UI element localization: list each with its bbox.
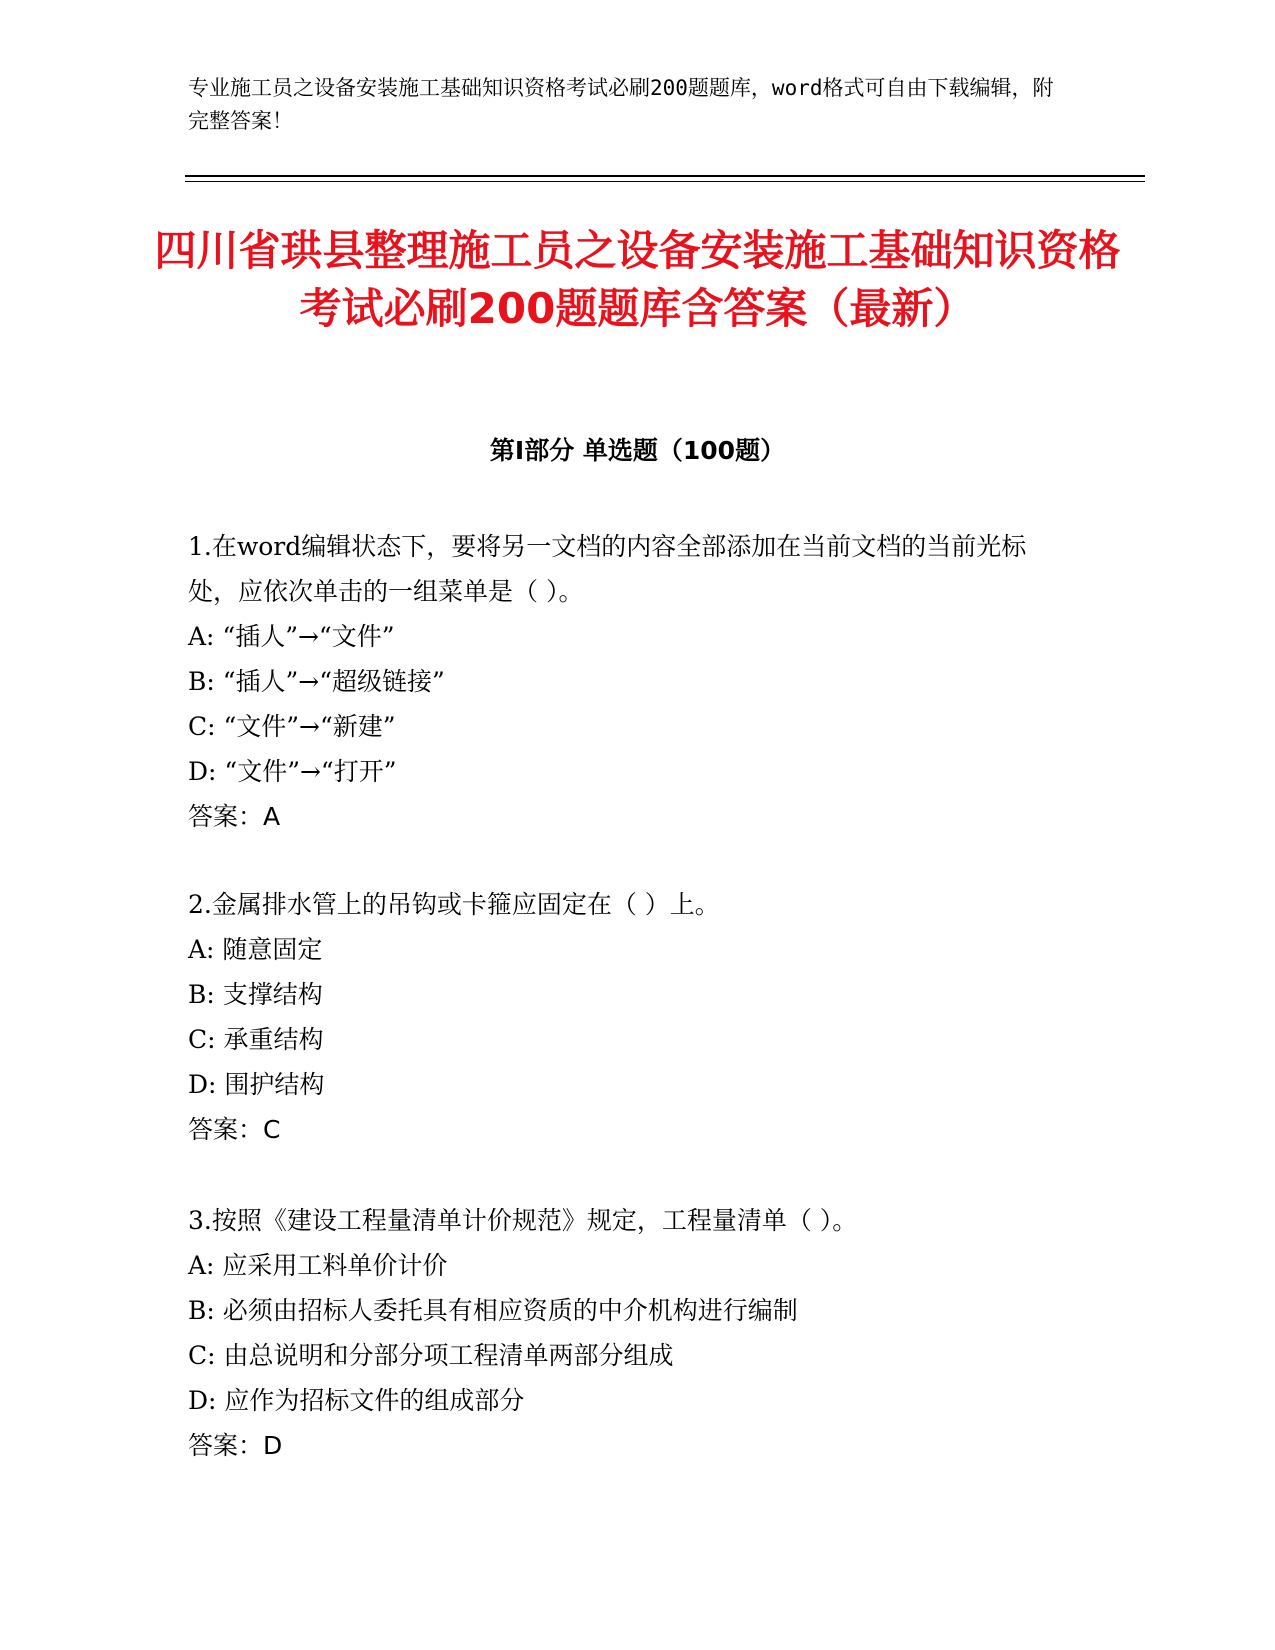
answer: 答案：A — [188, 802, 281, 831]
answer: 答案：C — [188, 1115, 281, 1144]
option-b: B: 支撑结构 — [188, 980, 323, 1009]
section-heading: 第Ⅰ部分 单选题（100题） — [489, 436, 786, 465]
document-title: 四川省珙县整理施工员之设备安装施工基础知识资格考试必刷200题题库含答案（最新） — [154, 226, 1121, 333]
option-c: C: 由总说明和分部分项工程清单两部分组成 — [188, 1341, 674, 1370]
option-c: C: “文件”→“新建” — [188, 712, 396, 741]
option-c: C: 承重结构 — [188, 1025, 324, 1054]
question-2 — [188, 882, 1068, 1152]
option-d: D: 应作为招标文件的组成部分 — [188, 1386, 525, 1415]
answer: 答案：D — [188, 1431, 283, 1460]
option-d: D: “文件”→“打开” — [188, 757, 397, 786]
option-a: A: 随意固定 — [188, 935, 323, 964]
option-b: B: 必须由招标人委托具有相应资质的中介机构进行编制 — [188, 1296, 798, 1325]
question-1 — [188, 524, 1068, 839]
header-rule-thin — [185, 181, 1145, 182]
question-stem: 2.金属排水管上的吊钩或卡箍应固定在（ ）上。 — [188, 890, 720, 919]
header-note: 专业施工员之设备安装施工基础知识资格考试必刷200题题库，word格式可自由下载编辑，附完整答案！ — [188, 76, 1054, 133]
header-rule-thick — [185, 175, 1145, 177]
question-stem: 1.在word编辑状态下，要将另一文档的内容全部添加在当前文档的当前光标处，应依次单击的一组菜单是（ ）。 — [188, 532, 1027, 606]
option-a: A: 应采用工料单价计价 — [188, 1251, 448, 1280]
question-stem: 3.按照《建设工程量清单计价规范》规定，工程量清单（ ）。 — [188, 1206, 858, 1235]
option-a: A: “插人”→“文件” — [188, 622, 395, 651]
option-d: D: 围护结构 — [188, 1070, 325, 1099]
question-3 — [188, 1198, 1068, 1468]
option-b: B: “插人”→“超级链接” — [188, 667, 445, 696]
